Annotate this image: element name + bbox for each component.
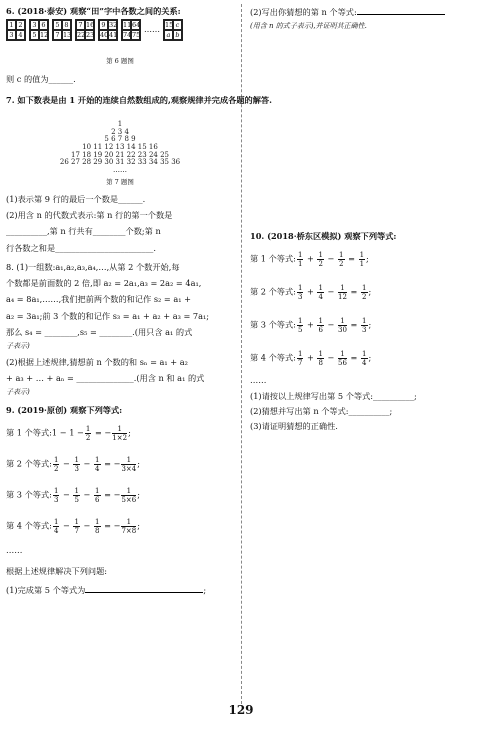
- fraction: $\frac{1}{5}$: [297, 317, 303, 335]
- grid-number: 4: [16, 30, 25, 40]
- grid-number: 41: [109, 31, 118, 40]
- grid-number: 7: [76, 20, 85, 30]
- grid-number: 1: [7, 20, 16, 30]
- q10-equation: 第 4 个等式: $\frac{1}{7}$ + $\frac{1}{8}$ − $\frac{1}{56}$ = $\frac{1}{4}$ ;: [250, 350, 372, 368]
- grid-number: 11: [123, 21, 132, 30]
- fraction: $\frac{1}{3}$: [362, 317, 367, 335]
- fraction: $\frac{1}{8}$: [318, 350, 323, 368]
- column-divider: [241, 4, 242, 704]
- q9-part1: (1)完成第 5 个等式为 ;: [6, 584, 207, 595]
- grid-number: 40: [100, 31, 109, 40]
- grid-number: a: [164, 30, 173, 40]
- fraction: $\frac{1}{4}$: [53, 518, 59, 536]
- tian-cell: [75, 19, 95, 41]
- q8-line3: a₄ = 8a₁,……,我们把前两个数的和记作 s₂ = a₁ +: [6, 294, 192, 305]
- q9-part2-blank[interactable]: [357, 6, 445, 15]
- grid-number: 12: [40, 31, 49, 40]
- grid-number: 5: [30, 30, 39, 40]
- q7-part2-line2: __________,第 n 行共有________个数;第 n: [6, 226, 161, 237]
- q6-grid-row: [6, 19, 234, 41]
- q6-header: 6. (2018·泰安) 观察“田”字中各数之间的关系:: [6, 6, 181, 16]
- fraction: $\frac{1}{4}$: [95, 456, 100, 474]
- q6-caption: 第 6 题图: [106, 57, 134, 66]
- fraction: $\frac{1}{6}$: [318, 317, 323, 335]
- fraction: $\frac{1}{8}$: [95, 518, 100, 536]
- q7-part1: (1)表示第 9 行的最后一个数是______.: [6, 193, 146, 204]
- q6-ellipsis: ……: [144, 25, 160, 35]
- fraction: $\frac{1}{2}$: [362, 284, 367, 302]
- q10-part1: (1)请按以上规律写出第 5 个等式:__________;: [250, 390, 417, 401]
- fraction: $\frac{1}{30}$: [338, 317, 347, 335]
- grid-number: 75: [132, 31, 141, 40]
- triangle-row: ……: [113, 166, 127, 174]
- fraction: $\frac{1}{2}$: [53, 456, 59, 474]
- grid-number: 6: [39, 20, 48, 30]
- grid-number: 15: [165, 21, 174, 30]
- grid-number: 74: [123, 31, 132, 40]
- grid-number: 22: [77, 31, 86, 40]
- q9-equation: 第 2 个等式: $\frac{1}{2}$ − $\frac{1}{3}$ − $\frac{1}{4}$ = − $\frac{1}{3\times 4}$ ;: [6, 456, 140, 474]
- q9-part2-note: (用含 n 的式子表示),并证明其正确性.: [250, 22, 367, 31]
- grid-number: 3: [7, 30, 16, 40]
- fraction: $\frac{1}{3}$: [53, 487, 59, 505]
- q8-line5: 那么 s₄ = ________,s₅ = ________.(用只含 a₁ 的式: [6, 326, 193, 337]
- grid-number: 9: [99, 20, 108, 30]
- grid-number: c: [173, 20, 182, 30]
- triangle-row: 5 6 7 8 9: [104, 135, 136, 144]
- grid-number: b: [173, 30, 182, 40]
- fraction: $\frac{1}{7}$: [74, 518, 79, 536]
- q7-part2-line1: (2)用含 n 的代数式表示:第 n 行的第一个数是: [6, 210, 173, 221]
- q10-equations: [250, 251, 476, 367]
- q10-part2: (2)猜想并写出第 n 个等式:__________;: [250, 405, 393, 416]
- tian-cell: [6, 19, 26, 41]
- fraction: $\frac{1}{6}$: [95, 487, 100, 505]
- q9-equation: 第 4 个等式: $\frac{1}{4}$ − $\frac{1}{7}$ − $\frac{1}{8}$ = − $\frac{1}{7\times 8}$ ;: [6, 518, 140, 536]
- right-column: [250, 6, 476, 431]
- grid-number: 32: [109, 21, 118, 30]
- q10-part3: (3)请证明猜想的正确性.: [250, 421, 338, 431]
- q8-line1: 8. (1)一组数:a₁,a₂,a₃,a₄,…,从第 2 个数开始,每: [6, 261, 180, 272]
- triangle-row: 2 3 4: [111, 127, 129, 136]
- fraction: $\frac{1}{3\times 4}$: [121, 456, 137, 474]
- tian-cell: [98, 19, 118, 41]
- grid-number: 23: [86, 31, 95, 40]
- q10-equation: 第 2 个等式: $\frac{1}{3}$ + $\frac{1}{4}$ − $\frac{1}{12}$ = $\frac{1}{2}$ ;: [250, 284, 372, 302]
- tian-cell: [121, 19, 141, 41]
- q10-equation: 第 3 个等式: $\frac{1}{5}$ + $\frac{1}{6}$ − $\frac{1}{30}$ = $\frac{1}{3}$ ;: [250, 317, 372, 335]
- q9-part1-label: (1)完成第 5 个等式为: [6, 584, 86, 595]
- q10-equation: 第 1 个等式: $\frac{1}{1}$ + $\frac{1}{2}$ − $\frac{1}{2}$ = $\frac{1}{1}$ ;: [250, 251, 369, 269]
- q8-line7: (2)根据上述规律,猜想前 n 个数的和 sₙ = a₁ + a₂: [6, 356, 188, 367]
- fraction: $\frac{1}{12}$: [338, 284, 347, 302]
- q9-header: 9. (2019·原创) 观察下列等式:: [6, 405, 123, 416]
- q9-part2: [250, 6, 476, 17]
- triangle-row: 17 18 19 20 21 22 23 24 25: [71, 150, 169, 159]
- fraction: $\frac{1}{2}$: [318, 251, 323, 269]
- q8-line4: a₂ = 3a₁;前 3 个数的和记作 s₃ = a₁ + a₂ + a₃ = 7a₁;: [6, 310, 210, 321]
- tian-cell: [29, 19, 49, 41]
- fraction: $\frac{1}{4}$: [362, 350, 367, 368]
- fraction: $\frac{1}{4}$: [318, 284, 323, 302]
- fraction: $\frac{1}{1}$: [359, 251, 365, 269]
- triangle-row: 1: [117, 119, 123, 128]
- tian-cell: [52, 19, 72, 41]
- fraction: $\frac{1}{2}$: [85, 425, 91, 443]
- fraction: $\frac{1}{3}$: [74, 456, 79, 474]
- grid-number: 64: [132, 21, 141, 30]
- fraction: $\frac{1}{3}$: [297, 284, 303, 302]
- q7-part2-line3: 行各数之和是________________________.: [6, 242, 156, 253]
- fraction: $\frac{1}{2}$: [339, 251, 344, 269]
- grid-number: 2: [16, 20, 25, 30]
- grid-number: 13: [63, 31, 72, 40]
- grid-number: 7: [53, 30, 62, 40]
- tian-cell-unknown: [163, 19, 183, 41]
- fraction: $\frac{1}{5}$: [74, 487, 79, 505]
- q7-caption: 第 7 题图: [106, 177, 134, 186]
- triangle-row: 26 27 28 29 30 31 32 33 34 35 36: [59, 158, 181, 167]
- q7-number-triangle: [6, 121, 234, 175]
- q8-line8: + a₃ + … + aₙ = ______________.(用含 n 和 a₁ 的式: [6, 373, 205, 384]
- fraction: $\frac{1}{1}$: [297, 251, 303, 269]
- left-column: [6, 6, 272, 595]
- fraction: $\frac{1}{1\times 2}$: [112, 425, 128, 443]
- q9-equations: [6, 425, 234, 535]
- q6-ask: 则 c 的值为______.: [6, 74, 76, 85]
- fraction: $\frac{1}{56}$: [338, 350, 347, 368]
- fraction: $\frac{1}{7\times 8}$: [121, 518, 137, 536]
- q9-equation: 第 1 个等式:1 − 1 − $\frac{1}{2}$ = − $\frac{1}{1\times 2}$ ;: [6, 425, 131, 443]
- q10-header: 10. (2018·桥东区模拟) 观察下列等式:: [250, 231, 397, 241]
- q9-solve: 根据上述规律解决下列问题:: [6, 565, 108, 576]
- grid-number: 16: [86, 21, 95, 30]
- q8-line6: 子表示): [6, 342, 30, 351]
- q9-part1-blank[interactable]: [85, 584, 203, 593]
- grid-number: 8: [62, 20, 71, 30]
- triangle-row: 10 11 12 13 14 15 16: [82, 142, 158, 151]
- page-number: 129: [228, 703, 254, 717]
- q9-part2-label: (2)写出你猜想的第 n 个等式:: [250, 7, 357, 17]
- grid-number: 3: [30, 20, 39, 30]
- q7-header: 7. 如下数表是由 1 开始的连续自然数组成的,观察规律并完成各题的解答.: [6, 94, 272, 105]
- q8-line9: 子表示): [6, 388, 30, 397]
- q9-equation: 第 3 个等式: $\frac{1}{3}$ − $\frac{1}{5}$ − $\frac{1}{6}$ = − $\frac{1}{5\times 6}$ ;: [6, 487, 140, 505]
- q8-line2: 个数都是前面数的 2 倍,即 a₂ = 2a₁,a₃ = 2a₂ = 4a₁,: [6, 278, 202, 289]
- fraction: $\frac{1}{7}$: [297, 350, 303, 368]
- q9-dots: ……: [6, 545, 23, 556]
- grid-number: 5: [53, 20, 62, 30]
- fraction: $\frac{1}{5\times 6}$: [121, 487, 137, 505]
- q10-dots: ……: [250, 375, 267, 386]
